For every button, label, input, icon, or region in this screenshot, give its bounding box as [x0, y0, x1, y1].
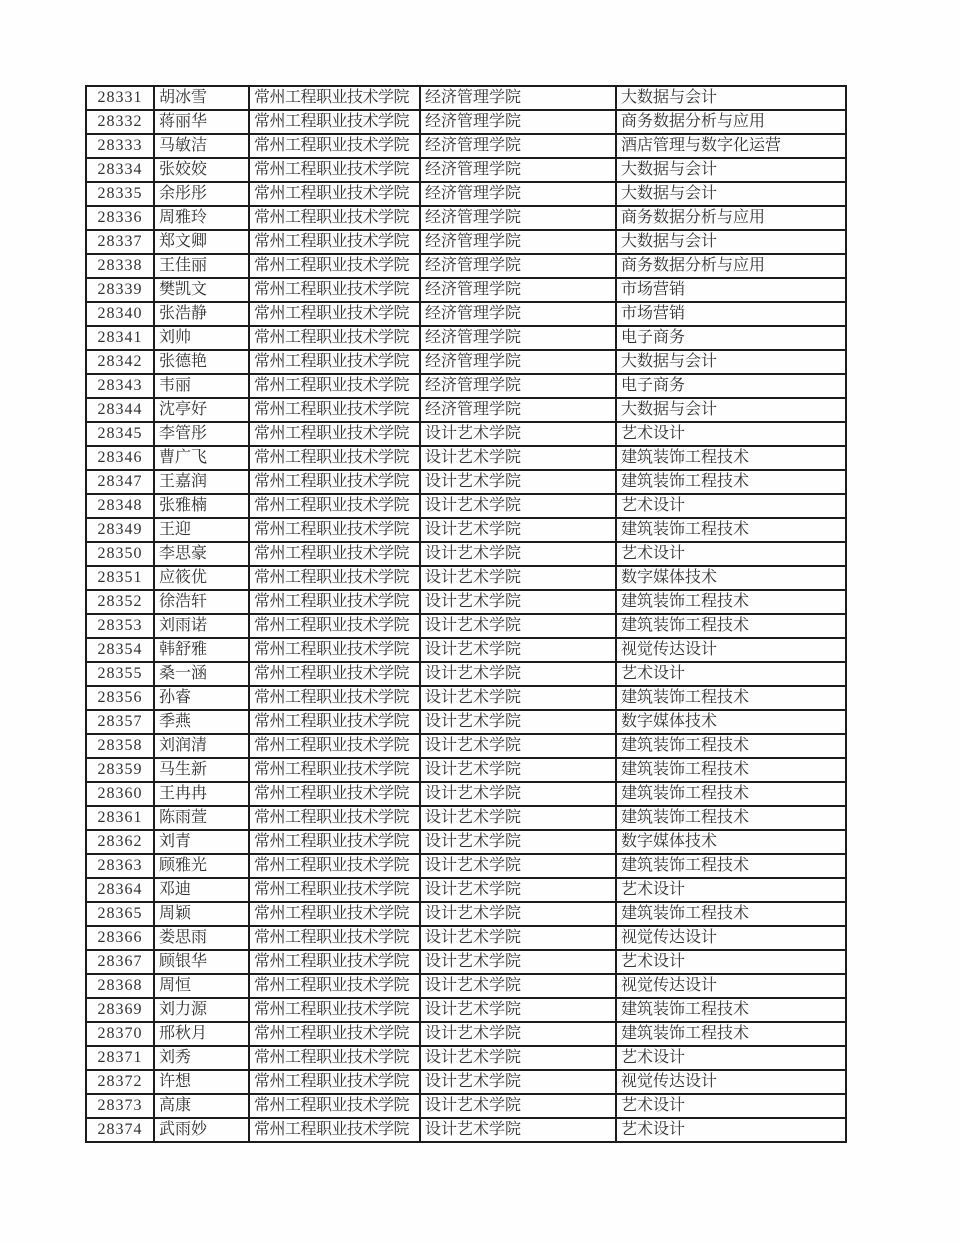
student-name-cell: 马生新 — [154, 758, 249, 782]
table-row — [86, 1070, 846, 1094]
school-cell: 常州工程职业技术学院 — [249, 134, 420, 158]
table-row — [86, 854, 846, 878]
student-id-cell: 28341 — [86, 326, 154, 350]
table-row — [86, 302, 846, 326]
major-cell: 艺术设计 — [616, 662, 846, 686]
school-cell: 常州工程职业技术学院 — [249, 998, 420, 1022]
student-name-cell: 应筱优 — [154, 566, 249, 590]
student-id-cell: 28360 — [86, 782, 154, 806]
student-id-cell: 28343 — [86, 374, 154, 398]
table-row — [86, 902, 846, 926]
major-cell: 艺术设计 — [616, 494, 846, 518]
college-cell: 经济管理学院 — [420, 398, 616, 422]
major-cell: 酒店管理与数字化运营 — [616, 134, 846, 158]
student-id-cell: 28334 — [86, 158, 154, 182]
school-cell: 常州工程职业技术学院 — [249, 446, 420, 470]
school-cell: 常州工程职业技术学院 — [249, 662, 420, 686]
college-cell: 设计艺术学院 — [420, 518, 616, 542]
student-name-cell: 刘帅 — [154, 326, 249, 350]
student-name-cell: 周雅玲 — [154, 206, 249, 230]
major-cell: 建筑装饰工程技术 — [616, 902, 846, 926]
school-cell: 常州工程职业技术学院 — [249, 758, 420, 782]
student-id-cell: 28364 — [86, 878, 154, 902]
school-cell: 常州工程职业技术学院 — [249, 254, 420, 278]
table-row — [86, 1094, 846, 1118]
table-row — [86, 566, 846, 590]
major-cell: 大数据与会计 — [616, 182, 846, 206]
school-cell: 常州工程职业技术学院 — [249, 950, 420, 974]
student-id-cell: 28332 — [86, 110, 154, 134]
student-id-cell: 28367 — [86, 950, 154, 974]
student-name-cell: 季燕 — [154, 710, 249, 734]
college-cell: 设计艺术学院 — [420, 782, 616, 806]
table-row — [86, 134, 846, 158]
major-cell: 建筑装饰工程技术 — [616, 758, 846, 782]
table-row — [86, 686, 846, 710]
major-cell: 建筑装饰工程技术 — [616, 686, 846, 710]
student-name-cell: 张德艳 — [154, 350, 249, 374]
student-id-cell: 28372 — [86, 1070, 154, 1094]
major-cell: 建筑装饰工程技术 — [616, 446, 846, 470]
student-name-cell: 韦丽 — [154, 374, 249, 398]
student-id-cell: 28374 — [86, 1118, 154, 1142]
table-row — [86, 110, 846, 134]
major-cell: 建筑装饰工程技术 — [616, 998, 846, 1022]
student-name-cell: 周恒 — [154, 974, 249, 998]
school-cell: 常州工程职业技术学院 — [249, 782, 420, 806]
student-name-cell: 邢秋月 — [154, 1022, 249, 1046]
college-cell: 设计艺术学院 — [420, 902, 616, 926]
table-row — [86, 878, 846, 902]
college-cell: 设计艺术学院 — [420, 1118, 616, 1142]
student-name-cell: 张姣姣 — [154, 158, 249, 182]
school-cell: 常州工程职业技术学院 — [249, 302, 420, 326]
student-id-cell: 28351 — [86, 566, 154, 590]
student-id-cell: 28337 — [86, 230, 154, 254]
college-cell: 设计艺术学院 — [420, 806, 616, 830]
table-row — [86, 950, 846, 974]
college-cell: 设计艺术学院 — [420, 446, 616, 470]
student-id-cell: 28352 — [86, 590, 154, 614]
student-id-cell: 28357 — [86, 710, 154, 734]
major-cell: 大数据与会计 — [616, 230, 846, 254]
major-cell: 商务数据分析与应用 — [616, 110, 846, 134]
college-cell: 设计艺术学院 — [420, 830, 616, 854]
table-row — [86, 422, 846, 446]
student-name-cell: 余彤彤 — [154, 182, 249, 206]
student-name-cell: 沈亭好 — [154, 398, 249, 422]
student-name-cell: 李管彤 — [154, 422, 249, 446]
major-cell: 大数据与会计 — [616, 398, 846, 422]
major-cell: 视觉传达设计 — [616, 974, 846, 998]
school-cell: 常州工程职业技术学院 — [249, 542, 420, 566]
student-name-cell: 陈雨萱 — [154, 806, 249, 830]
college-cell: 经济管理学院 — [420, 374, 616, 398]
major-cell: 建筑装饰工程技术 — [616, 782, 846, 806]
school-cell: 常州工程职业技术学院 — [249, 590, 420, 614]
major-cell: 视觉传达设计 — [616, 638, 846, 662]
table-row — [86, 734, 846, 758]
student-name-cell: 李思豪 — [154, 542, 249, 566]
major-cell: 商务数据分析与应用 — [616, 254, 846, 278]
table-row — [86, 254, 846, 278]
school-cell: 常州工程职业技术学院 — [249, 710, 420, 734]
school-cell: 常州工程职业技术学院 — [249, 86, 420, 110]
student-id-cell: 28366 — [86, 926, 154, 950]
school-cell: 常州工程职业技术学院 — [249, 398, 420, 422]
table-row — [86, 806, 846, 830]
student-id-cell: 28356 — [86, 686, 154, 710]
college-cell: 设计艺术学院 — [420, 974, 616, 998]
school-cell: 常州工程职业技术学院 — [249, 182, 420, 206]
student-id-cell: 28349 — [86, 518, 154, 542]
student-name-cell: 张浩静 — [154, 302, 249, 326]
student-name-cell: 许想 — [154, 1070, 249, 1094]
student-id-cell: 28373 — [86, 1094, 154, 1118]
college-cell: 设计艺术学院 — [420, 566, 616, 590]
table-row — [86, 926, 846, 950]
major-cell: 大数据与会计 — [616, 86, 846, 110]
table-row — [86, 998, 846, 1022]
major-cell: 建筑装饰工程技术 — [616, 734, 846, 758]
student-id-cell: 28365 — [86, 902, 154, 926]
student-name-cell: 刘雨诺 — [154, 614, 249, 638]
table-row — [86, 638, 846, 662]
student-name-cell: 郑文卿 — [154, 230, 249, 254]
student-id-cell: 28370 — [86, 1022, 154, 1046]
student-name-cell: 刘润清 — [154, 734, 249, 758]
student-name-cell: 刘力源 — [154, 998, 249, 1022]
school-cell: 常州工程职业技术学院 — [249, 638, 420, 662]
major-cell: 电子商务 — [616, 326, 846, 350]
student-id-cell: 28340 — [86, 302, 154, 326]
college-cell: 设计艺术学院 — [420, 662, 616, 686]
major-cell: 艺术设计 — [616, 1094, 846, 1118]
college-cell: 设计艺术学院 — [420, 878, 616, 902]
school-cell: 常州工程职业技术学院 — [249, 326, 420, 350]
table-row — [86, 158, 846, 182]
major-cell: 艺术设计 — [616, 1118, 846, 1142]
table-row — [86, 518, 846, 542]
school-cell: 常州工程职业技术学院 — [249, 1022, 420, 1046]
student-id-cell: 28347 — [86, 470, 154, 494]
student-id-cell: 28350 — [86, 542, 154, 566]
school-cell: 常州工程职业技术学院 — [249, 422, 420, 446]
school-cell: 常州工程职业技术学院 — [249, 158, 420, 182]
table-row — [86, 326, 846, 350]
school-cell: 常州工程职业技术学院 — [249, 470, 420, 494]
school-cell: 常州工程职业技术学院 — [249, 566, 420, 590]
college-cell: 设计艺术学院 — [420, 542, 616, 566]
major-cell: 艺术设计 — [616, 950, 846, 974]
student-id-cell: 28333 — [86, 134, 154, 158]
student-id-cell: 28331 — [86, 86, 154, 110]
student-name-cell: 韩舒雅 — [154, 638, 249, 662]
major-cell: 艺术设计 — [616, 422, 846, 446]
student-name-cell: 王佳丽 — [154, 254, 249, 278]
student-id-cell: 28371 — [86, 1046, 154, 1070]
student-id-cell: 28342 — [86, 350, 154, 374]
school-cell: 常州工程职业技术学院 — [249, 854, 420, 878]
student-id-cell: 28358 — [86, 734, 154, 758]
college-cell: 设计艺术学院 — [420, 614, 616, 638]
school-cell: 常州工程职业技术学院 — [249, 806, 420, 830]
table-row — [86, 662, 846, 686]
student-name-cell: 刘青 — [154, 830, 249, 854]
table-row — [86, 830, 846, 854]
table-row — [86, 230, 846, 254]
table-row — [86, 782, 846, 806]
table-row — [86, 1118, 846, 1142]
table-row — [86, 206, 846, 230]
college-cell: 设计艺术学院 — [420, 1094, 616, 1118]
roster-body — [86, 86, 846, 1142]
college-cell: 设计艺术学院 — [420, 710, 616, 734]
student-name-cell: 孙睿 — [154, 686, 249, 710]
college-cell: 经济管理学院 — [420, 326, 616, 350]
table-row — [86, 86, 846, 110]
table-row — [86, 542, 846, 566]
student-id-cell: 28336 — [86, 206, 154, 230]
major-cell: 建筑装饰工程技术 — [616, 1022, 846, 1046]
school-cell: 常州工程职业技术学院 — [249, 1118, 420, 1142]
table-row — [86, 758, 846, 782]
college-cell: 设计艺术学院 — [420, 1070, 616, 1094]
major-cell: 市场营销 — [616, 278, 846, 302]
student-name-cell: 蒋丽华 — [154, 110, 249, 134]
student-name-cell: 顾银华 — [154, 950, 249, 974]
major-cell: 艺术设计 — [616, 1046, 846, 1070]
major-cell: 视觉传达设计 — [616, 926, 846, 950]
major-cell: 建筑装饰工程技术 — [616, 590, 846, 614]
student-id-cell: 28344 — [86, 398, 154, 422]
major-cell: 建筑装饰工程技术 — [616, 854, 846, 878]
college-cell: 设计艺术学院 — [420, 590, 616, 614]
student-name-cell: 胡冰雪 — [154, 86, 249, 110]
student-name-cell: 顾雅光 — [154, 854, 249, 878]
student-id-cell: 28348 — [86, 494, 154, 518]
student-name-cell: 娄思雨 — [154, 926, 249, 950]
college-cell: 经济管理学院 — [420, 110, 616, 134]
student-name-cell: 周颖 — [154, 902, 249, 926]
table-row — [86, 614, 846, 638]
student-id-cell: 28361 — [86, 806, 154, 830]
school-cell: 常州工程职业技术学院 — [249, 350, 420, 374]
table-row — [86, 350, 846, 374]
major-cell: 数字媒体技术 — [616, 566, 846, 590]
college-cell: 经济管理学院 — [420, 278, 616, 302]
school-cell: 常州工程职业技术学院 — [249, 686, 420, 710]
major-cell: 市场营销 — [616, 302, 846, 326]
college-cell: 设计艺术学院 — [420, 758, 616, 782]
major-cell: 数字媒体技术 — [616, 710, 846, 734]
student-id-cell: 28355 — [86, 662, 154, 686]
college-cell: 经济管理学院 — [420, 158, 616, 182]
college-cell: 设计艺术学院 — [420, 686, 616, 710]
major-cell: 建筑装饰工程技术 — [616, 518, 846, 542]
table-row — [86, 1046, 846, 1070]
major-cell: 视觉传达设计 — [616, 1070, 846, 1094]
college-cell: 经济管理学院 — [420, 182, 616, 206]
school-cell: 常州工程职业技术学院 — [249, 494, 420, 518]
school-cell: 常州工程职业技术学院 — [249, 278, 420, 302]
college-cell: 经济管理学院 — [420, 206, 616, 230]
student-name-cell: 张雅楠 — [154, 494, 249, 518]
student-id-cell: 28335 — [86, 182, 154, 206]
student-id-cell: 28359 — [86, 758, 154, 782]
student-name-cell: 曹广飞 — [154, 446, 249, 470]
student-name-cell: 马敏洁 — [154, 134, 249, 158]
table-row — [86, 278, 846, 302]
major-cell: 建筑装饰工程技术 — [616, 470, 846, 494]
major-cell: 大数据与会计 — [616, 158, 846, 182]
major-cell: 商务数据分析与应用 — [616, 206, 846, 230]
student-id-cell: 28368 — [86, 974, 154, 998]
college-cell: 经济管理学院 — [420, 254, 616, 278]
school-cell: 常州工程职业技术学院 — [249, 926, 420, 950]
table-row — [86, 398, 846, 422]
student-name-cell: 王嘉润 — [154, 470, 249, 494]
table-row — [86, 182, 846, 206]
table-row — [86, 590, 846, 614]
college-cell: 经济管理学院 — [420, 230, 616, 254]
table-row — [86, 1022, 846, 1046]
student-roster-table — [85, 85, 847, 1143]
student-id-cell: 28354 — [86, 638, 154, 662]
school-cell: 常州工程职业技术学院 — [249, 206, 420, 230]
student-id-cell: 28339 — [86, 278, 154, 302]
school-cell: 常州工程职业技术学院 — [249, 374, 420, 398]
college-cell: 经济管理学院 — [420, 134, 616, 158]
school-cell: 常州工程职业技术学院 — [249, 614, 420, 638]
student-id-cell: 28346 — [86, 446, 154, 470]
college-cell: 设计艺术学院 — [420, 854, 616, 878]
student-name-cell: 王冉冉 — [154, 782, 249, 806]
student-id-cell: 28338 — [86, 254, 154, 278]
student-name-cell: 樊凯文 — [154, 278, 249, 302]
table-row — [86, 974, 846, 998]
school-cell: 常州工程职业技术学院 — [249, 1094, 420, 1118]
major-cell: 电子商务 — [616, 374, 846, 398]
table-row — [86, 710, 846, 734]
college-cell: 设计艺术学院 — [420, 1022, 616, 1046]
college-cell: 设计艺术学院 — [420, 1046, 616, 1070]
college-cell: 设计艺术学院 — [420, 494, 616, 518]
major-cell: 建筑装饰工程技术 — [616, 806, 846, 830]
student-id-cell: 28353 — [86, 614, 154, 638]
school-cell: 常州工程职业技术学院 — [249, 1070, 420, 1094]
table-row — [86, 446, 846, 470]
student-name-cell: 邓迪 — [154, 878, 249, 902]
college-cell: 设计艺术学院 — [420, 638, 616, 662]
major-cell: 建筑装饰工程技术 — [616, 614, 846, 638]
student-name-cell: 桑一涵 — [154, 662, 249, 686]
college-cell: 设计艺术学院 — [420, 926, 616, 950]
major-cell: 数字媒体技术 — [616, 830, 846, 854]
college-cell: 设计艺术学院 — [420, 998, 616, 1022]
student-id-cell: 28369 — [86, 998, 154, 1022]
college-cell: 设计艺术学院 — [420, 470, 616, 494]
school-cell: 常州工程职业技术学院 — [249, 878, 420, 902]
student-name-cell: 徐浩轩 — [154, 590, 249, 614]
table-row — [86, 494, 846, 518]
school-cell: 常州工程职业技术学院 — [249, 110, 420, 134]
table-row — [86, 470, 846, 494]
student-id-cell: 28345 — [86, 422, 154, 446]
school-cell: 常州工程职业技术学院 — [249, 734, 420, 758]
major-cell: 艺术设计 — [616, 542, 846, 566]
school-cell: 常州工程职业技术学院 — [249, 1046, 420, 1070]
school-cell: 常州工程职业技术学院 — [249, 518, 420, 542]
college-cell: 设计艺术学院 — [420, 422, 616, 446]
school-cell: 常州工程职业技术学院 — [249, 974, 420, 998]
student-name-cell: 王迎 — [154, 518, 249, 542]
college-cell: 经济管理学院 — [420, 302, 616, 326]
student-name-cell: 刘秀 — [154, 1046, 249, 1070]
college-cell: 经济管理学院 — [420, 350, 616, 374]
student-name-cell: 高康 — [154, 1094, 249, 1118]
student-id-cell: 28362 — [86, 830, 154, 854]
school-cell: 常州工程职业技术学院 — [249, 230, 420, 254]
school-cell: 常州工程职业技术学院 — [249, 830, 420, 854]
student-id-cell: 28363 — [86, 854, 154, 878]
school-cell: 常州工程职业技术学院 — [249, 902, 420, 926]
college-cell: 设计艺术学院 — [420, 734, 616, 758]
table-row — [86, 374, 846, 398]
student-name-cell: 武雨妙 — [154, 1118, 249, 1142]
major-cell: 艺术设计 — [616, 878, 846, 902]
college-cell: 经济管理学院 — [420, 86, 616, 110]
major-cell: 大数据与会计 — [616, 350, 846, 374]
college-cell: 设计艺术学院 — [420, 950, 616, 974]
